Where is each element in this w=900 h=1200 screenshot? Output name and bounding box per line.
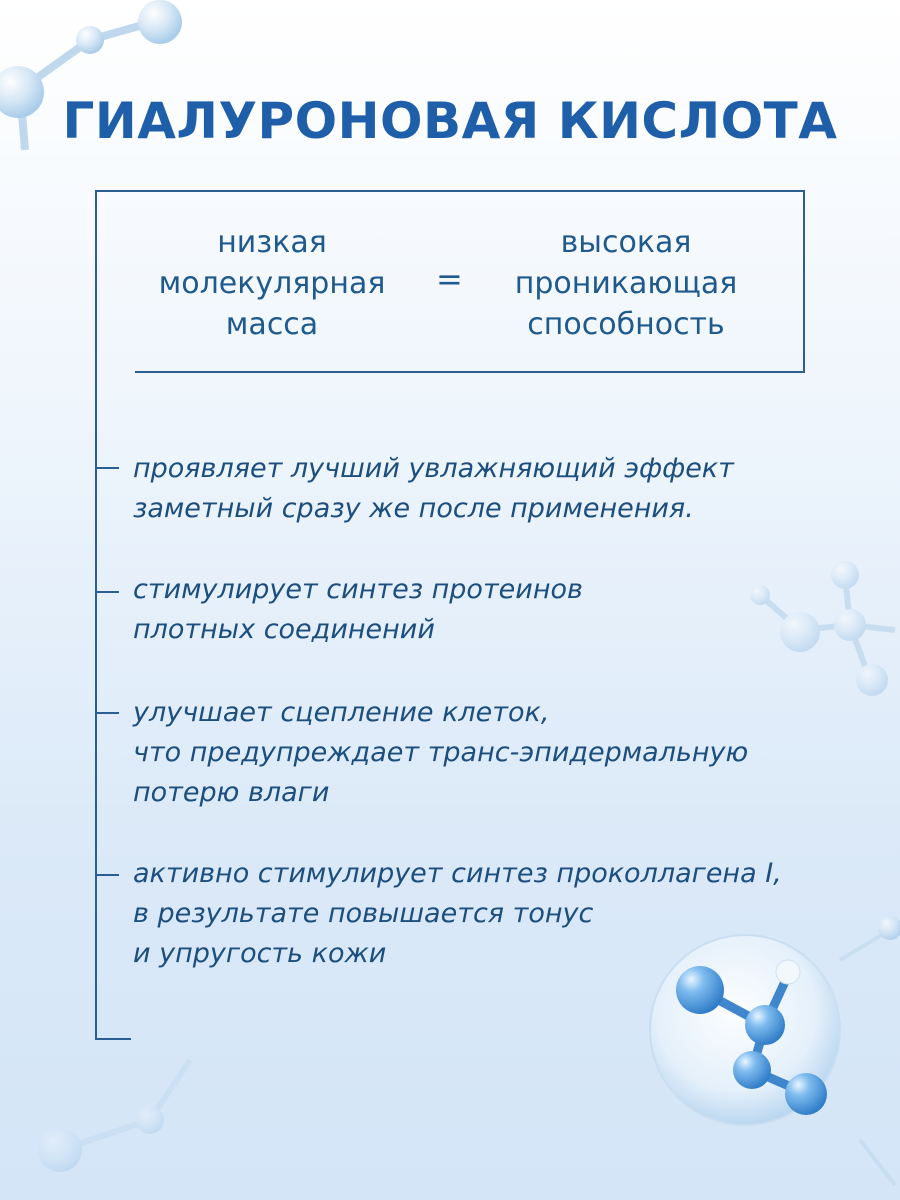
frame-bottom-tick <box>95 1038 131 1040</box>
frame-top-line <box>95 190 805 192</box>
bullet-tick <box>97 874 119 876</box>
frame-divider-line <box>135 371 805 373</box>
bullet-item-4: активно стимулирует синтез проколлагена I, в результате повышается тонус и упругость кожи <box>133 858 782 969</box>
bullet-item-1: проявляет лучший увлажняющий эффект заметный сразу же после применения. <box>133 453 734 524</box>
comparison-equals-sign: = <box>436 260 463 298</box>
molecule-bottom-left <box>38 1060 190 1172</box>
bullet-tick <box>97 467 119 469</box>
bullet-tick <box>97 712 119 714</box>
frame-left-line <box>95 190 97 1040</box>
bullet-item-2: стимулирует синтез протеинов плотных соединений <box>133 574 583 645</box>
comparison-right-text: высокая проникающая способность <box>514 225 738 342</box>
page-title: ГИАЛУРОНОВАЯ КИСЛОТА <box>62 92 838 150</box>
frame-right-line <box>803 190 805 373</box>
bullet-item-3: улучшает сцепление клеток, что предупреждает транс-эпидермальную потерю влаги <box>133 697 749 808</box>
bullet-tick <box>97 591 119 593</box>
comparison-left-text: низкая молекулярная масса <box>158 225 386 342</box>
